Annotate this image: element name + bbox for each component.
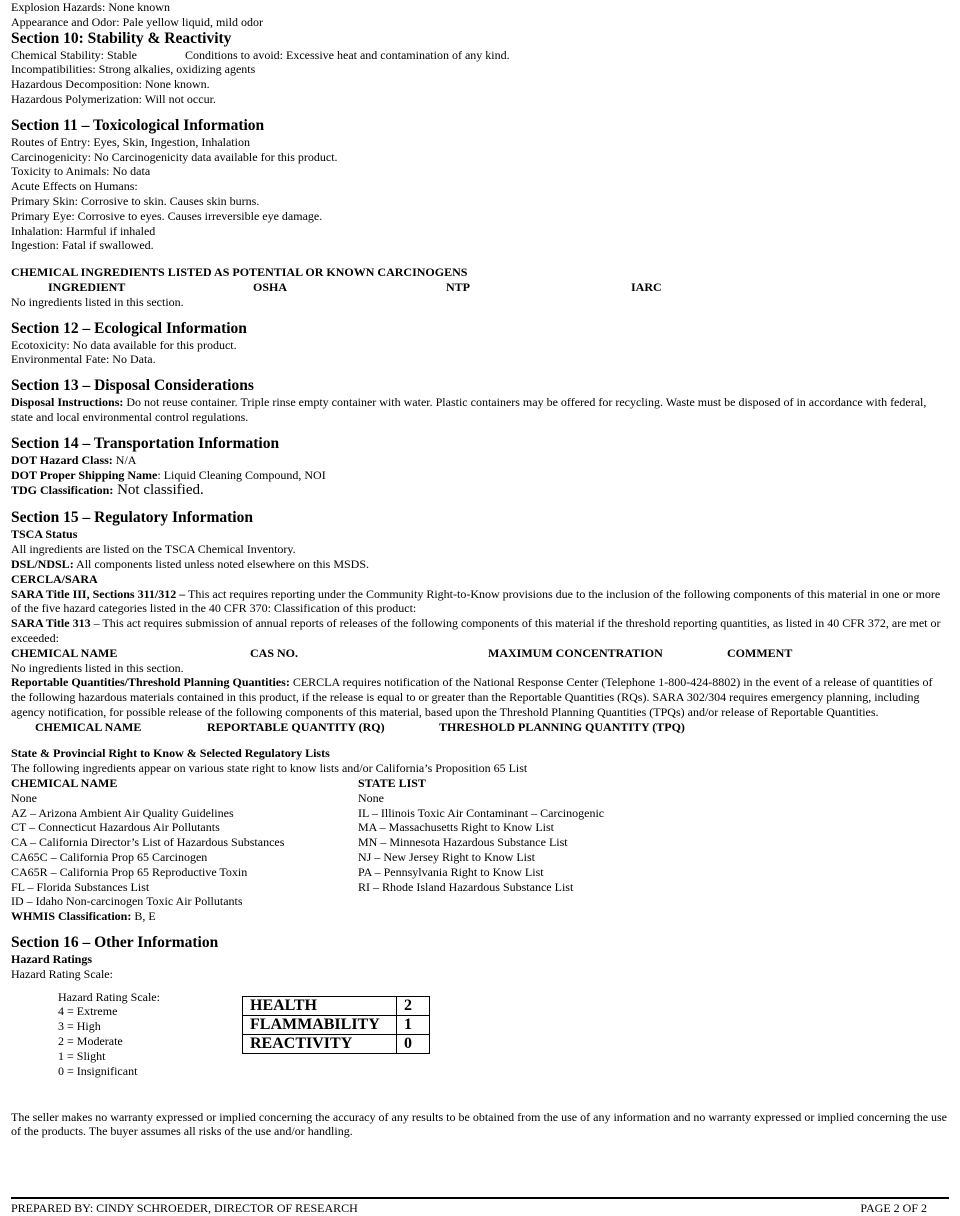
dot-class-label: DOT Hazard Class: bbox=[11, 452, 113, 467]
col-cas-no: CAS NO. bbox=[250, 645, 299, 660]
col-comment: COMMENT bbox=[727, 645, 793, 660]
cercla-sara: CERCLA/SARA bbox=[11, 571, 98, 586]
state-list: RI – Rhode Island Hazardous Substance List bbox=[358, 879, 574, 894]
rq-table-header bbox=[11, 720, 949, 735]
state-col-chemical-name: CHEMICAL NAME bbox=[11, 776, 118, 791]
rating-row bbox=[243, 1034, 430, 1053]
state-chem: FL – Florida Substances List bbox=[11, 879, 150, 894]
state-list: IL – Illinois Toxic Air Contaminant – Carcinogenic bbox=[358, 805, 605, 820]
state-list: MA – Massachusetts Right to Know List bbox=[358, 820, 555, 835]
sara-313 bbox=[11, 616, 949, 646]
whmis-value: B, E bbox=[131, 909, 156, 924]
col-ntp: NTP bbox=[446, 279, 470, 294]
state-chem: CT – Connecticut Hazardous Air Pollutants bbox=[11, 820, 220, 835]
state-list: PA – Pennsylvania Right to Know List bbox=[358, 864, 544, 879]
appearance-odor: Appearance and Odor: Pale yellow liquid, mild odor bbox=[11, 14, 263, 29]
col-osha: OSHA bbox=[253, 279, 288, 294]
stability-row bbox=[11, 48, 949, 63]
page-footer bbox=[11, 1201, 949, 1215]
tox-line: Carcinogenicity: No Carcinogenicity data available for this product. bbox=[11, 149, 338, 164]
rating-value: 0 bbox=[397, 1034, 430, 1053]
rating-label: FLAMMABILITY bbox=[243, 1015, 397, 1034]
disposal-text: Do not reuse container. Triple rinse empty container with water. Plastic containers may be offered for recycling. Waste must be disposed of in accordance with federal, state and local environmental control regulations. bbox=[11, 395, 927, 424]
state-list: NJ – New Jersey Right to Know List bbox=[358, 850, 535, 865]
rq-col-threshold-quantity: THRESHOLD PLANNING QUANTITY (TPQ) bbox=[439, 719, 685, 734]
rq-label: Reportable Quantities/Threshold Planning Quantities: bbox=[11, 675, 290, 690]
state-table-header bbox=[11, 776, 949, 791]
tsca-text: All ingredients are listed on the TSCA Chemical Inventory. bbox=[11, 542, 296, 557]
sara-311-312 bbox=[11, 587, 949, 617]
disclaimer: The seller makes no warranty expressed or implied concerning the accuracy of any results to be obtained from the use of any information and no warranty expressed or implied concerning the use of the products. The buyer assumes all risks of the use and/or handling. bbox=[11, 1109, 948, 1139]
chemical-stability: Chemical Stability: Stable bbox=[11, 47, 137, 62]
tdg-value: Not classified. bbox=[113, 482, 204, 499]
tox-line: Ingestion: Fatal if swallowed. bbox=[11, 238, 154, 253]
sara-none: No ingredients listed in this section. bbox=[11, 660, 184, 675]
hazard-rating-table bbox=[242, 996, 430, 1054]
state-chem: AZ – Arizona Ambient Air Quality Guidelines bbox=[11, 805, 234, 820]
rq-text: CERCLA requires notification of the National Response Center (Telephone 1-800-424-8802) in the event of a release of quantities of the following hazardous materials contained in this product, if the release is equal to or greater than the Reportable Quantities (RQs). SARA 302/304 requires emergency planning, including agency notification, for possible release of the following components of this material, based upon the Threshold Planning Quantities (TPQs) and/or release of Reportable Quantities. bbox=[11, 675, 933, 719]
tox-line: Routes of Entry: Eyes, Skin, Ingestion, Inhalation bbox=[11, 134, 250, 149]
state-chem: ID – Idaho Non-carcinogen Toxic Air Pollutants bbox=[11, 894, 243, 909]
tox-line: Acute Effects on Humans: bbox=[11, 179, 138, 194]
incompatibilities: Incompatibilities: Strong alkalies, oxidizing agents bbox=[11, 62, 256, 77]
tsca-label: TSCA Status bbox=[11, 527, 78, 542]
state-row bbox=[11, 865, 949, 880]
tdg-classification bbox=[11, 482, 949, 499]
tox-line: Primary Skin: Corrosive to skin. Causes skin burns. bbox=[11, 193, 260, 208]
sara313-text: – This act requires submission of annual reports of releases of the following components of this material if the threshold reporting quantities, as listed in 40 CFR 372, are met or exceeded: bbox=[11, 616, 941, 645]
state-title: State & Provincial Right to Know & Selected Regulatory Lists bbox=[11, 746, 330, 761]
rating-label: REACTIVITY bbox=[243, 1034, 397, 1053]
state-list: MN – Minnesota Hazardous Substance List bbox=[358, 835, 568, 850]
page-number: PAGE 2 OF 2 bbox=[860, 1201, 927, 1215]
scale-line: 1 = Slight bbox=[58, 1048, 106, 1063]
scale-line: 3 = High bbox=[58, 1019, 101, 1034]
section-15-title: Section 15 – Regulatory Information bbox=[11, 509, 253, 527]
rating-row bbox=[243, 996, 430, 1015]
explosion-hazards: Explosion Hazards: None known bbox=[11, 0, 170, 14]
rq-col-chemical-name: CHEMICAL NAME bbox=[35, 719, 142, 734]
conditions-to-avoid: Conditions to avoid: Excessive heat and contamination of any kind. bbox=[185, 47, 510, 62]
section-14-title: Section 14 – Transportation Information bbox=[11, 434, 280, 452]
col-max-concentration: MAXIMUM CONCENTRATION bbox=[488, 645, 663, 660]
whmis-label: WHMIS Classification: bbox=[11, 909, 132, 924]
section-11-title: Section 11 – Toxicological Information bbox=[11, 116, 265, 134]
scale-line: 2 = Moderate bbox=[58, 1034, 123, 1049]
disposal-instructions bbox=[11, 395, 949, 425]
dot-shipping-name bbox=[11, 468, 949, 483]
sara311-text: This act requires reporting under the Community Right-to-Know provisions due to the inclusion of the following components of this material in one or more of the five hazard categories listed in the 40 CFR 370: Classification of this product: bbox=[11, 586, 941, 616]
environmental-fate: Environmental Fate: No Data. bbox=[11, 352, 156, 367]
scale-line: 4 = Extreme bbox=[58, 1004, 118, 1019]
scale-line: 0 = Insignificant bbox=[58, 1063, 138, 1078]
hazard-scale-legend bbox=[58, 990, 160, 1079]
section-16-title: Section 16 – Other Information bbox=[11, 934, 219, 952]
hazard-ratings-block bbox=[11, 982, 949, 1092]
disposal-label: Disposal Instructions: bbox=[11, 395, 124, 410]
reportable-quantities bbox=[11, 675, 949, 719]
state-row bbox=[11, 894, 949, 909]
hazardous-decomposition: Hazardous Decomposition: None known. bbox=[11, 77, 210, 92]
state-intro: The following ingredients appear on various state right to know lists and/or California’s Proposition 65 List bbox=[11, 761, 528, 776]
whmis-classification bbox=[11, 909, 949, 924]
state-chem: CA65R – California Prop 65 Reproductive Toxin bbox=[11, 864, 248, 879]
hazard-rating-scale-label: Hazard Rating Scale: bbox=[11, 966, 113, 981]
state-row bbox=[11, 880, 949, 895]
state-chem: CA – California Director’s List of Hazardous Substances bbox=[11, 835, 285, 850]
state-chem: None bbox=[11, 790, 37, 805]
carcinogens-title: CHEMICAL INGREDIENTS LISTED AS POTENTIAL OR KNOWN CARCINOGENS bbox=[11, 265, 468, 280]
ecotoxicity: Ecotoxicity: No data available for this product. bbox=[11, 337, 237, 352]
footer-divider bbox=[11, 1197, 949, 1199]
dot-hazard-class bbox=[11, 453, 949, 468]
dot-name-value: : Liquid Cleaning Compound, NOI bbox=[157, 467, 326, 482]
state-list: None bbox=[358, 790, 384, 805]
rating-value: 2 bbox=[397, 996, 430, 1015]
hazardous-polymerization: Hazardous Polymerization: Will not occur. bbox=[11, 91, 216, 106]
dsl-ndsl bbox=[11, 557, 949, 572]
tdg-label: TDG Classification: bbox=[11, 483, 114, 498]
carcinogens-none: No ingredients listed in this section. bbox=[11, 294, 184, 309]
col-chemical-name: CHEMICAL NAME bbox=[11, 645, 118, 660]
tox-line: Toxicity to Animals: No data bbox=[11, 164, 151, 179]
section-13-title: Section 13 – Disposal Considerations bbox=[11, 377, 254, 395]
state-row bbox=[11, 850, 949, 865]
sara-table-header bbox=[11, 646, 949, 661]
carcinogens-header bbox=[11, 280, 949, 295]
state-row bbox=[11, 835, 949, 850]
state-row bbox=[11, 791, 949, 806]
rating-row bbox=[243, 1015, 430, 1034]
rating-label: HEALTH bbox=[243, 996, 397, 1015]
sara311-label: SARA Title III, Sections 311/312 – bbox=[11, 586, 186, 601]
dot-name-label: DOT Proper Shipping Name bbox=[11, 467, 158, 482]
dsl-label: DSL/NDSL: bbox=[11, 556, 74, 571]
state-col-state-list: STATE LIST bbox=[358, 776, 426, 791]
col-ingredient: INGREDIENT bbox=[48, 279, 126, 294]
tox-line: Primary Eye: Corrosive to eyes. Causes irreversible eye damage. bbox=[11, 208, 323, 223]
col-iarc: IARC bbox=[631, 279, 662, 294]
rq-col-reportable-quantity: REPORTABLE QUANTITY (RQ) bbox=[207, 719, 385, 734]
prepared-by: PREPARED BY: CINDY SCHROEDER, DIRECTOR OF RESEARCH bbox=[11, 1201, 358, 1215]
section-10-title: Section 10: Stability & Reactivity bbox=[11, 29, 232, 47]
section-12-title: Section 12 – Ecological Information bbox=[11, 319, 247, 337]
tox-line: Inhalation: Harmful if inhaled bbox=[11, 223, 156, 238]
state-chem: CA65C – California Prop 65 Carcinogen bbox=[11, 850, 208, 865]
hazard-ratings-label: Hazard Ratings bbox=[11, 952, 92, 967]
rating-value: 1 bbox=[397, 1015, 430, 1034]
state-row bbox=[11, 820, 949, 835]
dsl-text: All components listed unless noted elsewhere on this MSDS. bbox=[73, 556, 369, 571]
msds-page bbox=[11, 0, 949, 1139]
state-row bbox=[11, 806, 949, 821]
dot-class-value: N/A bbox=[112, 452, 137, 467]
scale-line: Hazard Rating Scale: bbox=[58, 989, 160, 1004]
sara313-label: SARA Title 313 bbox=[11, 616, 91, 631]
